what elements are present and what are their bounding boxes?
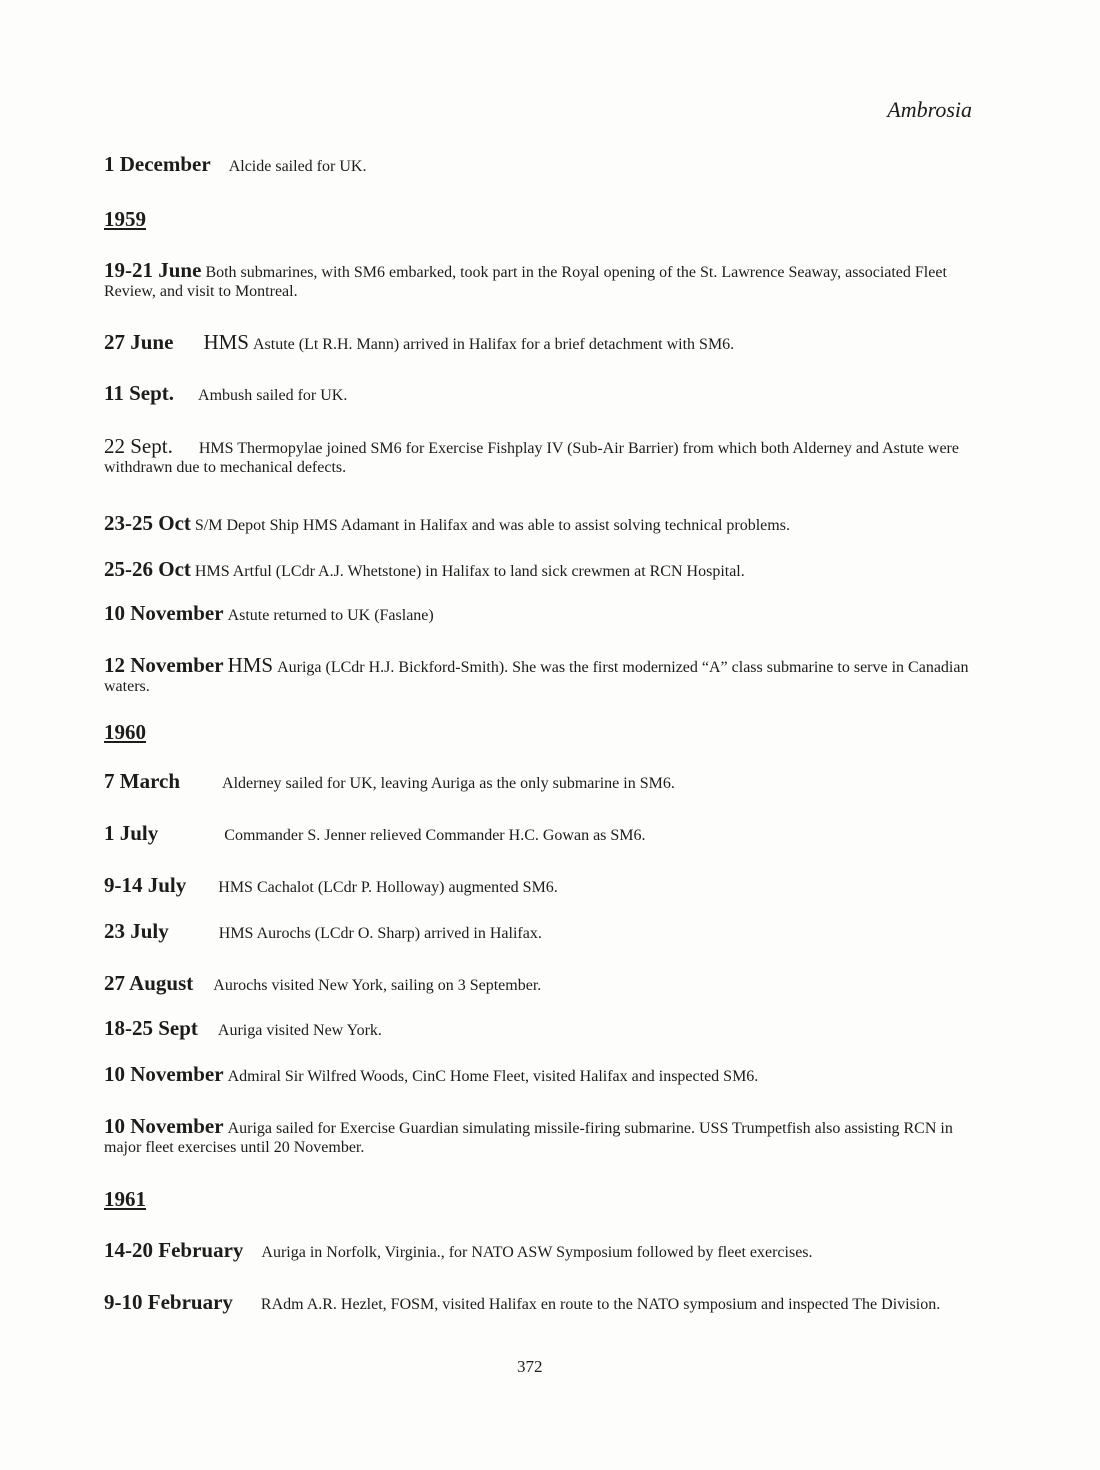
entry-text: Aurochs visited New York, sailing on 3 September. — [213, 977, 542, 994]
entry-date: 14-20 February — [104, 1238, 244, 1262]
entry-date: 22 Sept. — [104, 434, 173, 458]
entry-lead: HMS — [227, 653, 274, 677]
year-heading: 1960 — [104, 720, 146, 744]
chronology-entry — [104, 381, 974, 405]
entry-text: Alderney sailed for UK, leaving Auriga as the only submarine in SM6. — [222, 775, 675, 792]
chronology-entry — [104, 971, 974, 995]
page-number: 372 — [517, 1357, 543, 1376]
chronology-entry — [104, 919, 974, 943]
entry-text: Both submarines, with SM6 embarked, took part in the Royal opening of the St. Lawrence Seaway, associated Fleet Review, and visit to Montreal. — [104, 264, 947, 300]
chronology-entry — [104, 1016, 974, 1040]
chronology-entry — [104, 330, 974, 354]
entry-date: 25-26 Oct — [104, 557, 191, 581]
entry-text: Astute returned to UK (Faslane) — [227, 607, 434, 624]
chronology-entry — [104, 152, 974, 176]
entry-text: Admiral Sir Wilfred Woods, CinC Home Fleet, visited Halifax and inspected SM6. — [227, 1068, 759, 1085]
chronology-entry — [104, 769, 974, 793]
entry-text: S/M Depot Ship HMS Adamant in Halifax and was able to assist solving technical problems. — [194, 517, 790, 534]
entry-date: 19-21 June — [104, 258, 202, 282]
entry-text: HMS Aurochs (LCdr O. Sharp) arrived in Halifax. — [218, 925, 542, 942]
entry-date: 23-25 Oct — [104, 511, 191, 535]
entry-date: 27 June — [104, 330, 174, 354]
entry-date: 10 November — [104, 601, 224, 625]
chronology-entry — [104, 873, 974, 897]
entry-text: HMS Artful (LCdr A.J. Whetstone) in Halifax to land sick crewmen at RCN Hospital. — [194, 563, 745, 580]
year-heading: 1961 — [104, 1187, 146, 1211]
entry-date: 9-10 February — [104, 1290, 233, 1314]
entry-date: 12 November — [104, 653, 224, 677]
chronology-entry — [104, 1238, 974, 1262]
chronology-entry — [104, 1290, 974, 1314]
chronology-entry — [104, 557, 974, 581]
entry-date: 1 December — [104, 152, 211, 176]
entry-date: 27 August — [104, 971, 194, 995]
entry-date: 10 November — [104, 1062, 224, 1086]
entry-text: Alcide sailed for UK. — [228, 158, 367, 175]
entry-date: 7 March — [104, 769, 181, 793]
entry-date: 18-25 Sept — [104, 1016, 198, 1040]
chronology-entry — [104, 511, 974, 535]
chronology-entry — [104, 1062, 974, 1086]
entry-text: Ambush sailed for UK. — [198, 387, 348, 404]
entry-text: Auriga sailed for Exercise Guardian simulating missile-firing submarine. USS Trumpetfish also assisting RCN in major fleet exercises until 20 November. — [104, 1120, 953, 1156]
entry-date: 9-14 July — [104, 873, 187, 897]
chronology-entry — [104, 601, 974, 625]
entry-text: Auriga in Norfolk, Virginia., for NATO ASW Symposium followed by fleet exercises. — [261, 1244, 813, 1261]
entry-text: Commander S. Jenner relieved Commander H.C. Gowan as SM6. — [224, 827, 646, 844]
entry-text: HMS Cachalot (LCdr P. Holloway) augmented SM6. — [218, 879, 558, 896]
entry-text: RAdm A.R. Hezlet, FOSM, visited Halifax en route to the NATO symposium and inspected The Division. — [260, 1296, 941, 1313]
entry-text: Auriga visited New York. — [217, 1022, 382, 1039]
chronology-entry — [104, 258, 974, 301]
chronology-entry — [104, 821, 974, 845]
chronology-entry — [104, 653, 974, 696]
entry-text: Astute (Lt R.H. Mann) arrived in Halifax for a brief detachment with SM6. — [252, 336, 735, 353]
year-heading: 1959 — [104, 207, 146, 231]
entry-date: 11 Sept. — [104, 381, 175, 405]
entry-date: 10 November — [104, 1114, 224, 1138]
entry-lead: HMS — [203, 330, 249, 354]
entry-text: Auriga (LCdr H.J. Bickford-Smith). She was the first modernized “A” class submarine to serve in Canadian waters. — [104, 659, 969, 695]
entry-date: 1 July — [104, 821, 159, 845]
chronology-entry — [104, 434, 974, 477]
entry-text: HMS Thermopylae joined SM6 for Exercise Fishplay IV (Sub-Air Barrier) from which both Alderney and Astute were withdrawn due to mechanical defects. — [104, 440, 959, 476]
chronology-entry — [104, 1114, 974, 1157]
running-title: Ambrosia — [887, 97, 972, 122]
entry-date: 23 July — [104, 919, 169, 943]
